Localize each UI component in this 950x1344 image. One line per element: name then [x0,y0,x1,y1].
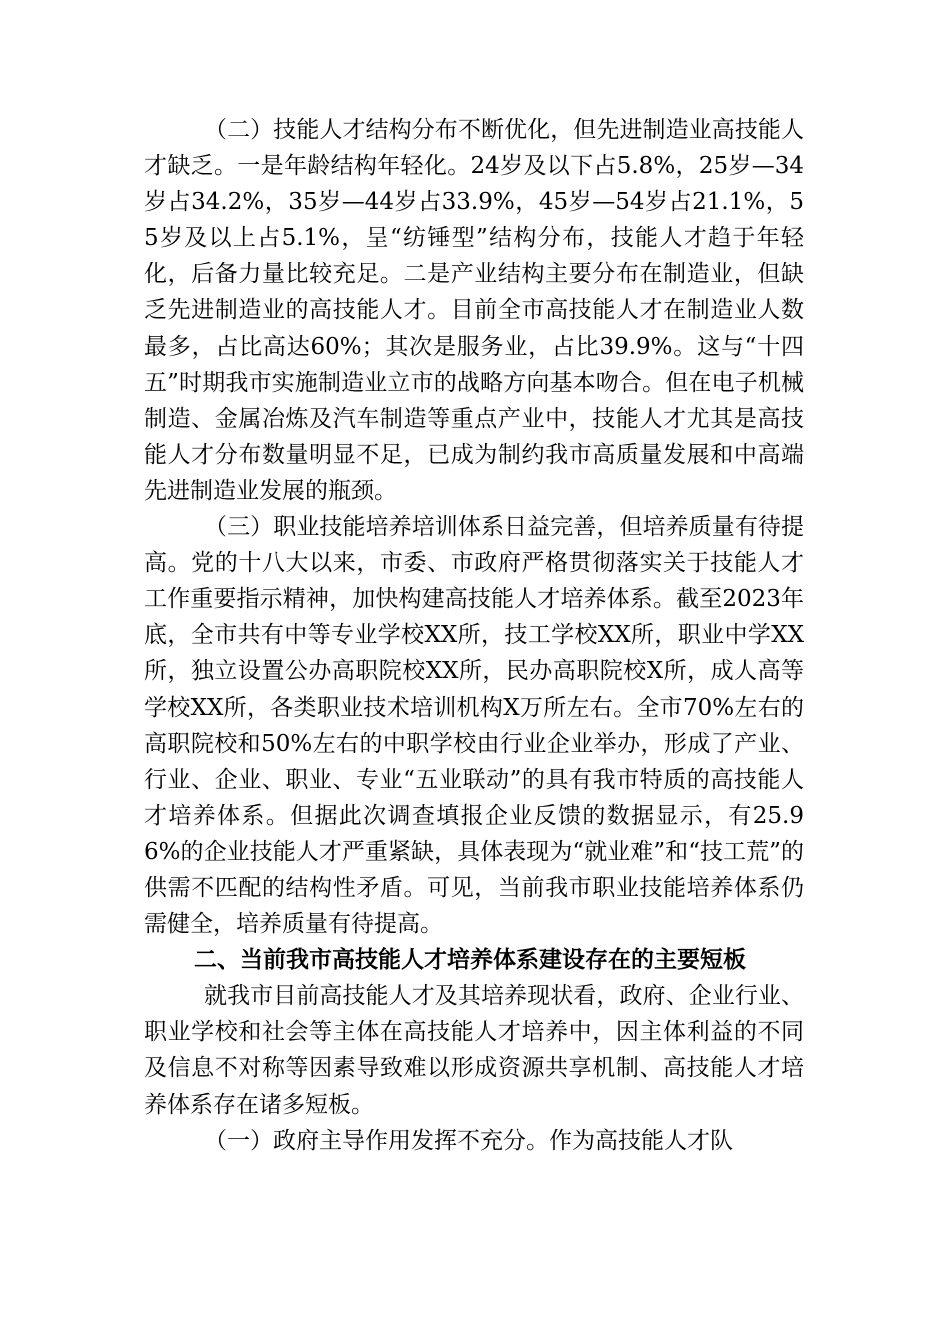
paragraph-shortcomings-intro: 就我市目前高技能人才及其培养现状看，政府、企业行业、职业学校和社会等主体在高技能人才培养中，因主体利益的不同及信息不对称等因素导致难以形成资源共享机制、高技能人才培养体系存在诸多短板。 [144,983,804,1118]
paragraph-government-role: （一）政府主导作用发挥不充分。作为高技能人才队 [204,1127,733,1154]
paragraph-structure-distribution: （二）技能人才结构分布不断优化，但先进制造业高技能人才缺乏。一是年龄结构年轻化。24岁及以下占5.8%，25岁—34岁占34.2%，35岁—44岁占33.9%，45岁—54岁占21.1%，55岁及以上占5.1%，呈“纺锤型”结构分布，技能人才趋于年轻化，后备力量比较充足。二是产业结构主要分布在制造业，但缺乏先进制造业的高技能人才。目前全市高技能人才在制造业人数最多，占比高达60%；其次是服务业，占比39.9%。这与“十四五”时期我市实施制造业立市的战略方向基本吻合。但在电子机械制造、金属冶炼及汽车制造等重点产业中，技能人才尤其是高技能人才分布数量明显不足，已成为制约我市高质量发展和中高端先进制造业发展的瓶颈。 [144,117,804,504]
paragraph-training-system: （三）职业技能培养培训体系日益完善，但培养质量有待提高。党的十八大以来，市委、市政府严格贯彻落实关于技能人才工作重要指示精神，加快构建高技能人才培养体系。截至2023年底，全市共有中等专业学校XX所，技工学校XX所，职业中学XX所，独立设置公办高职院校XX所，民办高职院校X所，成人高等学校XX所，各类职业技术培训机构X万所左右。全市70%左右的高职院校和50%左右的中职学校由行业企业举办，形成了产业、行业、企业、职业、专业“五业联动”的具有我市特质的高技能人才培养体系。但据此次调查填报企业反馈的数据显示，有25.96%的企业技能人才严重紧缺，具体表现为“就业难”和“技工荒”的供需不匹配的结构性矛盾。可见，当前我市职业技能培养体系仍需健全，培养质量有待提高。 [144,514,804,938]
section-heading-shortcomings: 二、当前我市高技能人才培养体系建设存在的主要短板 [194,947,746,974]
document-body [144,112,804,1159]
